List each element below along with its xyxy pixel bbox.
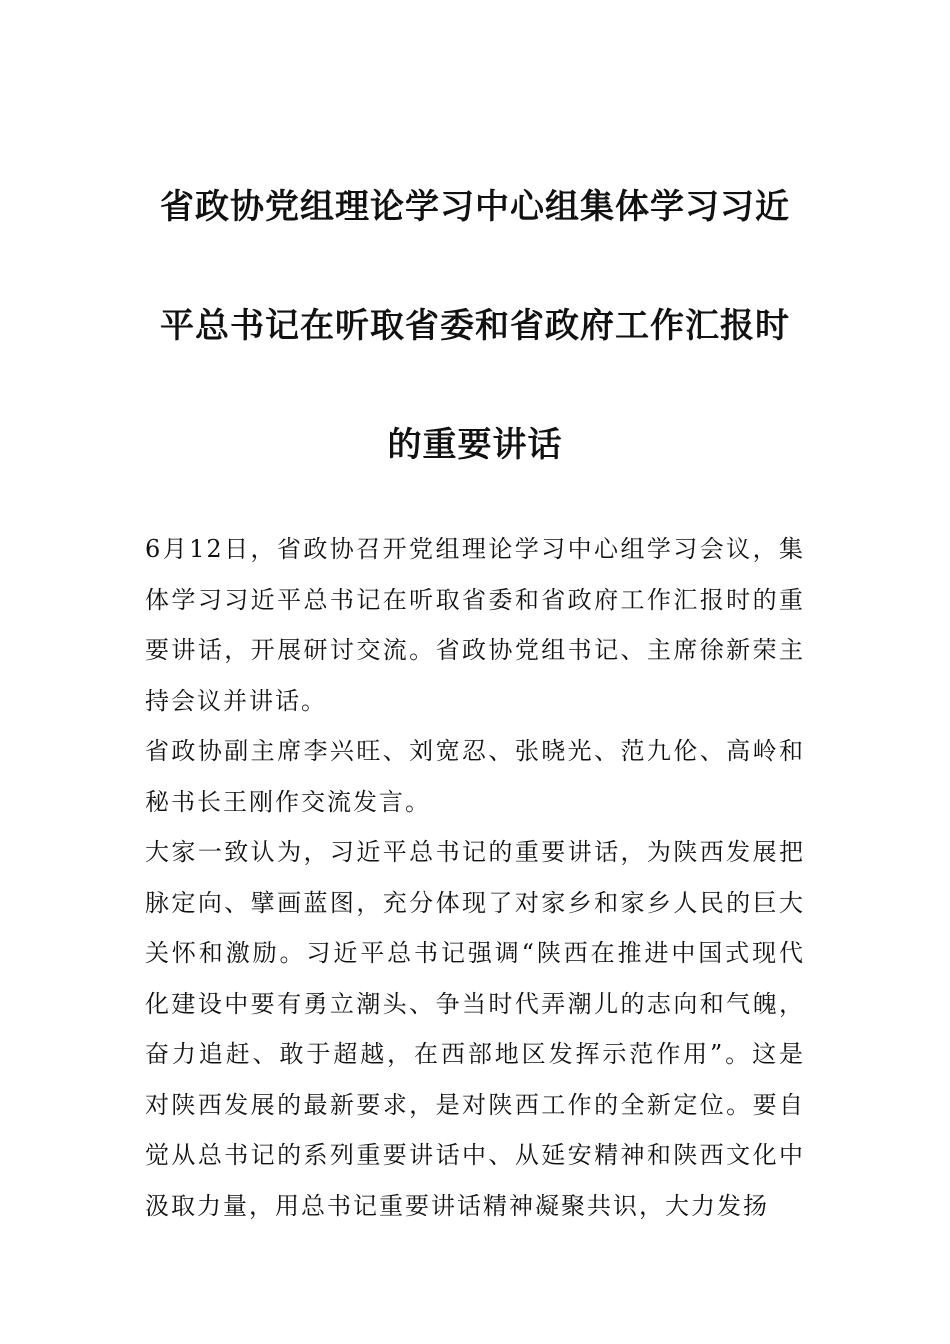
title-line-3: 的重要讲话 (387, 425, 563, 465)
paragraph-consensus: 大家一致认为，习近平总书记的重要讲话，为陕西发展把脉定向、擘画蓝图，充分体现了对家乡和家乡人民的巨大关怀和激励。习近平总书记强调“陕西在推进中国式现代化建设中要有勇立潮头、争当时代弄潮儿的志向和气魄，奋力追赶、敢于超越，在西部地区发挥示范作用”。这是对陕西发展的最新要求，是对陕西工作的全新定位。要自觉从总书记的系列重要讲话中、从延安精神和陕西文化中汲取力量，用总书记重要讲话精神凝聚共识，大力发扬 (145, 838, 805, 1220)
document-title (145, 148, 805, 505)
paragraph-meeting-intro: 6月12日，省政协召开党组理论学习中心组学习会议，集体学习习近平总书记在听取省委和省政府工作汇报时的重要讲话，开展研讨交流。省政协党组书记、主席徐新荣主持会议并讲话。 (145, 535, 805, 715)
paragraph-speakers: 省政协副主席李兴旺、刘宽忍、张晓光、范九伦、高岭和秘书长王刚作交流发言。 (145, 737, 805, 816)
title-line-2: 平总书记在听取省委和省政府工作汇报时 (160, 306, 790, 346)
title-line-1: 省政协党组理论学习中心组集体学习习近 (160, 187, 790, 227)
document-body (145, 524, 805, 1231)
